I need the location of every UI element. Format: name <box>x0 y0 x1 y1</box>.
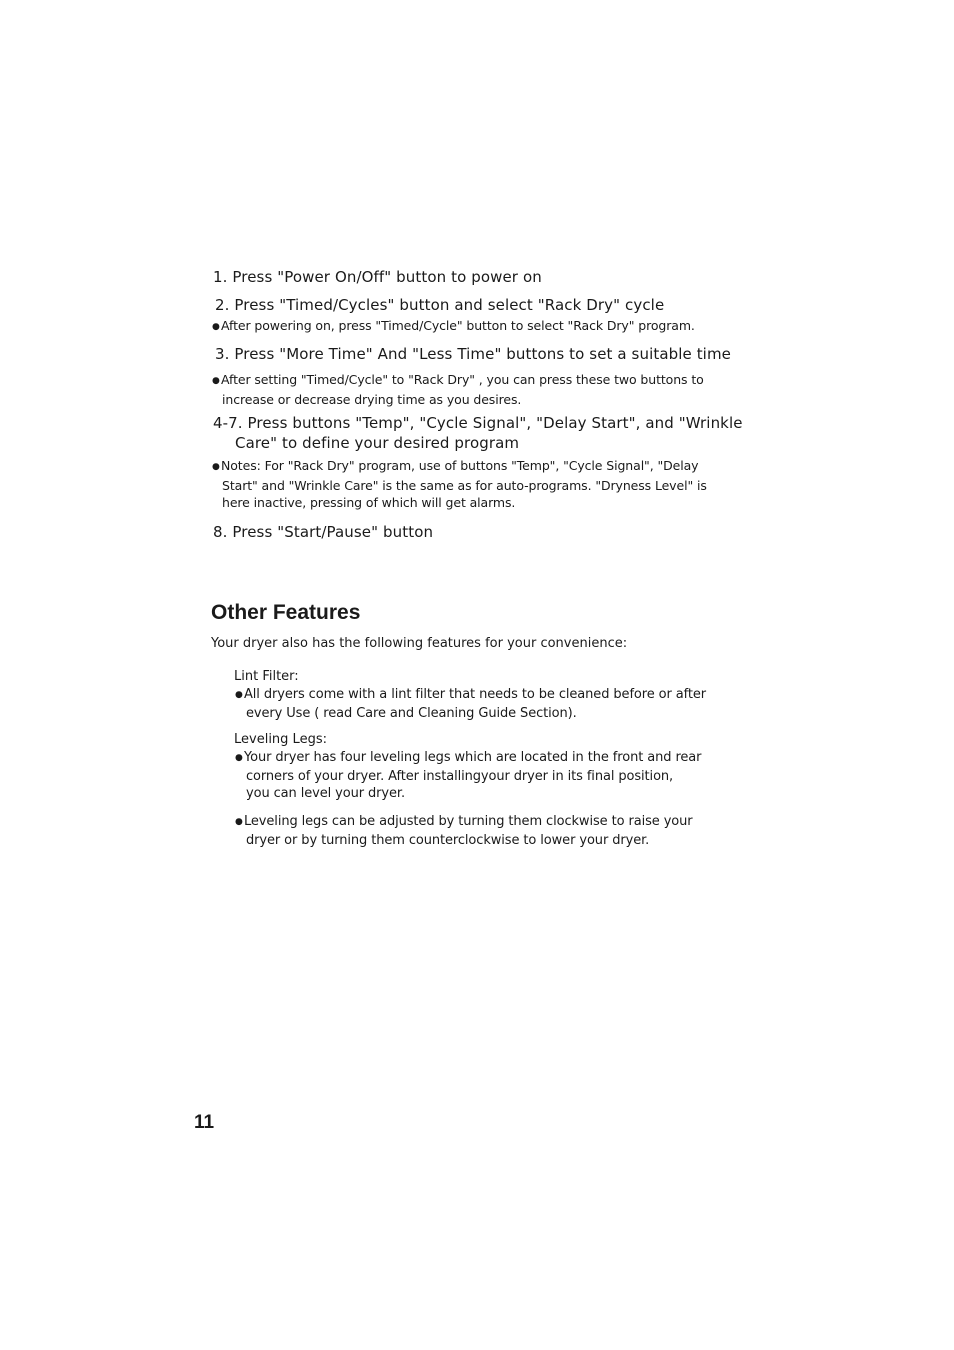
step-3: 3. Press "More Time" And "Less Time" buttons to set a suitable time <box>215 345 731 363</box>
lint-filter-title: Lint Filter: <box>234 669 299 684</box>
step-8: 8. Press "Start/Pause" button <box>213 523 434 541</box>
step-2: 2. Press "Timed/Cycles" button and select "Rack Dry" cycle <box>215 296 665 314</box>
bullet-icon: ● <box>235 817 243 827</box>
bullet-icon: ● <box>212 376 220 386</box>
step-1: 1. Press "Power On/Off" button to power on <box>213 268 542 286</box>
bullet-icon: ● <box>212 322 220 332</box>
page-number: 11 <box>194 1112 215 1133</box>
section-intro: Your dryer also has the following features for your convenience: <box>211 636 628 651</box>
bullet-icon: ● <box>235 753 243 763</box>
leveling-legs-note-2: ●Leveling legs can be adjusted by turning them clockwise to raise your dryer or by turning them counterclockwise to lower your dryer. <box>235 814 693 848</box>
section-heading: Other Features <box>211 601 361 624</box>
bullet-icon: ● <box>212 462 220 472</box>
step-3-note: ●After setting "Timed/Cycle" to "Rack Dry" , you can press these two buttons to increase or decrease drying time as you desires. <box>212 372 704 407</box>
step-2-note: ●After powering on, press "Timed/Cycle" button to select "Rack Dry" program. <box>212 317 695 337</box>
step-4-7: 4-7. Press buttons "Temp", "Cycle Signal", "Delay Start", and "Wrinkle Care" to define your desired program <box>213 414 743 452</box>
step-4-7-note: ●Notes: For "Rack Dry" program, use of buttons "Temp", "Cycle Signal", "Delay Start" and "Wrinkle Care" is the same as for auto-programs. "Dryness Level" is here inactive, pressing of which will get alarms. <box>212 458 707 510</box>
leveling-legs-title: Leveling Legs: <box>234 732 327 747</box>
bullet-icon: ● <box>235 690 243 700</box>
lint-filter-note: ●All dryers come with a lint filter that needs to be cleaned before or after every Use ( read Care and Cleaning Guide Section). <box>235 687 707 721</box>
leveling-legs-note-1: ●Your dryer has four leveling legs which are located in the front and rear corners of your dryer. After installingyour dryer in its final position, you can level your dryer. <box>235 750 702 801</box>
